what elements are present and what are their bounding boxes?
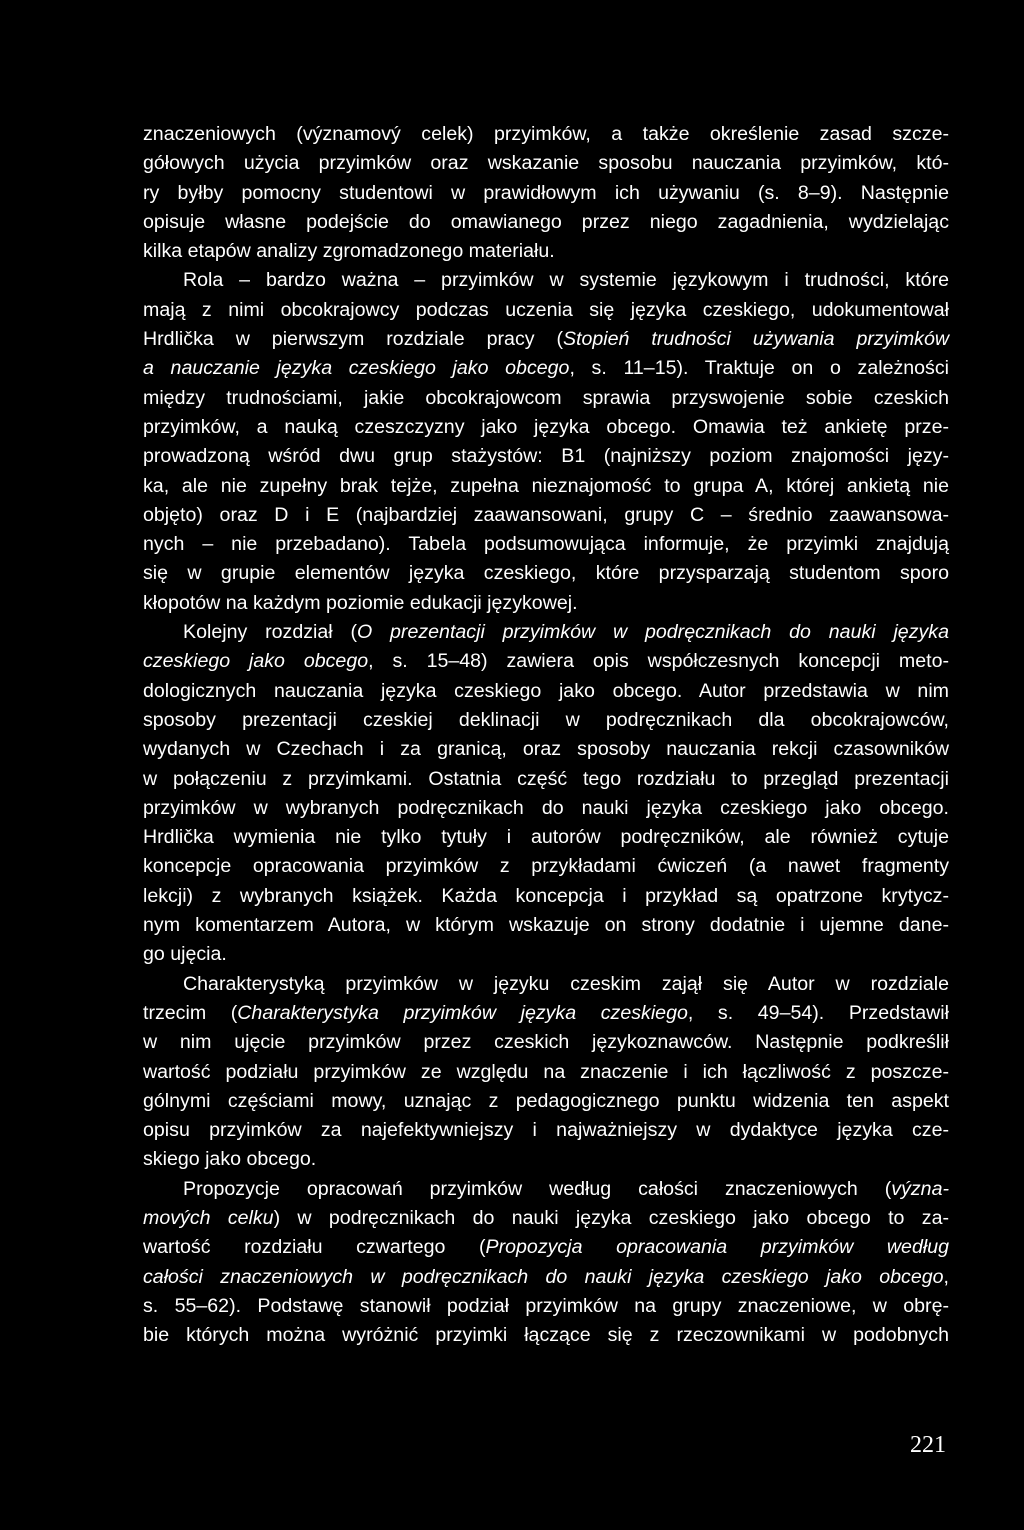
text-line xyxy=(143,208,949,237)
text-line xyxy=(143,618,949,647)
text-segment: kilka etapów analizy zgromadzonego materiału. xyxy=(143,240,555,263)
text-segment: , s. 15–48) zawiera opis współczesnych koncepcji meto- xyxy=(368,650,949,673)
text-line xyxy=(143,852,949,881)
text-line xyxy=(143,1233,949,1262)
text-segment: go ujęcia. xyxy=(143,943,227,966)
text-line xyxy=(143,794,949,823)
text-line xyxy=(143,413,949,442)
text-line xyxy=(143,266,949,295)
text-line xyxy=(143,120,949,149)
italic-text-segment: O prezentacji przyimków w podręcznikach do nauki języka xyxy=(356,621,949,644)
text-line xyxy=(143,735,949,764)
text-line xyxy=(143,1204,949,1233)
text-segment: lekcji) z wybranych książek. Każda koncepcja i przykład są opatrzone krytycz- xyxy=(143,884,949,907)
text-segment: , xyxy=(943,1265,949,1288)
text-segment: w nim ujęcie przyimków przez czeskich językoznawców. Następnie podkreślił xyxy=(143,1031,949,1054)
text-line xyxy=(143,325,949,354)
text-line xyxy=(143,1263,949,1292)
text-line xyxy=(143,940,949,969)
text-line xyxy=(143,179,949,208)
italic-text-segment: czeskiego jako obcego xyxy=(143,650,369,673)
text-segment: opisuje własne podejście do omawianego przez niego zagadnienia, wydzielając xyxy=(143,210,949,233)
page-number: 221 xyxy=(910,1432,946,1458)
text-segment: ry byłby pomocny studentowi w prawidłowym ich używaniu (s. 8–9). Następnie xyxy=(143,181,949,204)
text-line xyxy=(143,823,949,852)
text-line xyxy=(143,970,949,999)
text-line xyxy=(143,472,949,501)
text-segment: Hrdlička wymienia nie tylko tytuły i autorów podręczników, ale również cytuje xyxy=(143,826,949,849)
text-segment: Hrdlička w pierwszym rozdziale pracy ( xyxy=(143,328,563,351)
text-segment: między trudnościami, jakie obcokrajowcom sprawia przyswojenie sobie czeskich xyxy=(143,386,949,409)
text-line xyxy=(143,1175,949,1204)
text-segment: trzecim ( xyxy=(143,1001,238,1024)
text-line xyxy=(143,559,949,588)
text-segment: dologicznych nauczania języka czeskiego jako obcego. Autor przedstawia w nim xyxy=(143,679,949,702)
text-segment: przyimków, a nauką czeszczyzny jako języka obcego. Omawia też ankietę prze- xyxy=(143,415,949,438)
italic-text-segment: Charakterystyka przyimków języka czeskiego xyxy=(237,1001,688,1024)
text-segment: opisu przyimków za najefektywniejszy i najważniejszy w dydaktyce języka cze- xyxy=(143,1119,949,1142)
text-segment: gólnymi częściami mowy, uznając z pedagogicznego punktu widzenia ten aspekt xyxy=(143,1089,949,1112)
text-segment: się w grupie elementów języka czeskiego, które przysparzają studentom sporo xyxy=(143,562,949,585)
text-line xyxy=(143,999,949,1028)
text-line xyxy=(143,765,949,794)
text-segment: mają z nimi obcokrajowcy podczas uczenia się języka czeskiego, udokumentował xyxy=(143,298,949,321)
text-line xyxy=(143,882,949,911)
text-segment: kłopotów na każdym poziomie edukacji językowej. xyxy=(143,591,578,614)
text-segment: wartość rozdziału czwartego ( xyxy=(143,1236,486,1259)
text-segment: nych – nie przebadano). Tabela podsumowująca informuje, że przyimki znajdują xyxy=(143,533,949,556)
text-line xyxy=(143,1321,949,1350)
text-line xyxy=(143,589,949,618)
text-line xyxy=(143,911,949,940)
text-segment: Rola – bardzo ważna – przyimków w systemie językowym i trudności, które xyxy=(183,269,949,292)
text-segment: w połączeniu z przyimkami. Ostatnia część tego rozdziału to przegląd prezentacji xyxy=(143,767,949,790)
text-segment: , s. 11–15). Traktuje on o zależności xyxy=(569,357,949,380)
text-line xyxy=(143,354,949,383)
text-line xyxy=(143,501,949,530)
text-line xyxy=(143,647,949,676)
text-line xyxy=(143,1058,949,1087)
text-segment: przyimków w wybranych podręcznikach do nauki języka czeskiego jako obcego. xyxy=(143,796,949,819)
text-segment: wartość podziału przyimków ze względu na znaczenie i ich łączliwość z poszcze- xyxy=(143,1060,949,1083)
italic-text-segment: a nauczanie języka czeskiego jako obcego xyxy=(143,357,570,380)
text-line xyxy=(143,706,949,735)
text-line xyxy=(143,1292,949,1321)
text-segment: koncepcje opracowania przyimków z przykładami ćwiczeń (a nawet fragmenty xyxy=(143,855,949,878)
text-line xyxy=(143,442,949,471)
italic-text-segment: całości znaczeniowych w podręcznikach do nauki języka czeskiego jako obcego xyxy=(143,1265,944,1288)
text-segment: ka, ale nie zupełny brak tejże, zupełna nieznajomość to grupa A, której ankietą nie xyxy=(143,474,949,497)
text-segment: Kolejny rozdział ( xyxy=(183,621,357,644)
text-line xyxy=(143,237,949,266)
italic-text-segment: mových celku xyxy=(143,1206,274,1229)
text-segment: skiego jako obcego. xyxy=(143,1148,317,1171)
text-line xyxy=(143,1087,949,1116)
text-segment: ) w podręcznikach do nauki języka czeskiego jako obcego to za- xyxy=(273,1206,949,1229)
text-segment: prowadzoną wśród dwu grup stażystów: B1 (najniższy poziom znajomości języ- xyxy=(143,445,949,468)
text-line xyxy=(143,296,949,325)
text-line xyxy=(143,384,949,413)
text-segment: sposoby prezentacji czeskiej deklinacji w podręcznikach dla obcokrajowców, xyxy=(143,708,949,731)
text-segment: , s. 49–54). Przedstawił xyxy=(687,1001,950,1024)
text-line xyxy=(143,1028,949,1057)
text-line xyxy=(143,530,949,559)
text-segment: s. 55–62). Podstawę stanowił podział przyimków na grupy znaczeniowe, w obrę- xyxy=(143,1294,949,1317)
text-segment: bie których można wyróżnić przyimki łączące się z rzeczownikami w podobnych xyxy=(143,1324,949,1347)
text-segment: Propozycje opracowań przyimków według całości znaczeniowych ( xyxy=(183,1177,892,1200)
text-segment: gółowych użycia przyimków oraz wskazanie sposobu nauczania przyimków, któ- xyxy=(143,152,949,175)
text-line xyxy=(143,149,949,178)
text-line xyxy=(143,1145,949,1174)
italic-text-segment: Propozycja opracowania przyimków według xyxy=(485,1236,949,1259)
text-line xyxy=(143,677,949,706)
text-segment: wydanych w Czechach i za granicą, oraz sposoby nauczania rekcji czasowników xyxy=(143,738,949,761)
text-segment: znaczeniowych (významový celek) przyimków, a także określenie zasad szcze- xyxy=(143,123,949,145)
text-segment: nym komentarzem Autora, w którym wskazuje on strony dodatnie i ujemne dane- xyxy=(143,914,949,937)
italic-text-segment: Stopień trudności używania przyimków xyxy=(563,328,949,351)
body-text xyxy=(143,120,949,1350)
text-line xyxy=(143,1116,949,1145)
text-segment: Charakterystyką przyimków w języku czeskim zajął się Autor w rozdziale xyxy=(183,972,949,995)
italic-text-segment: význa- xyxy=(891,1177,949,1200)
text-segment: objęto) oraz D i E (najbardziej zaawansowani, grupy C – średnio zaawansowa- xyxy=(143,503,949,526)
